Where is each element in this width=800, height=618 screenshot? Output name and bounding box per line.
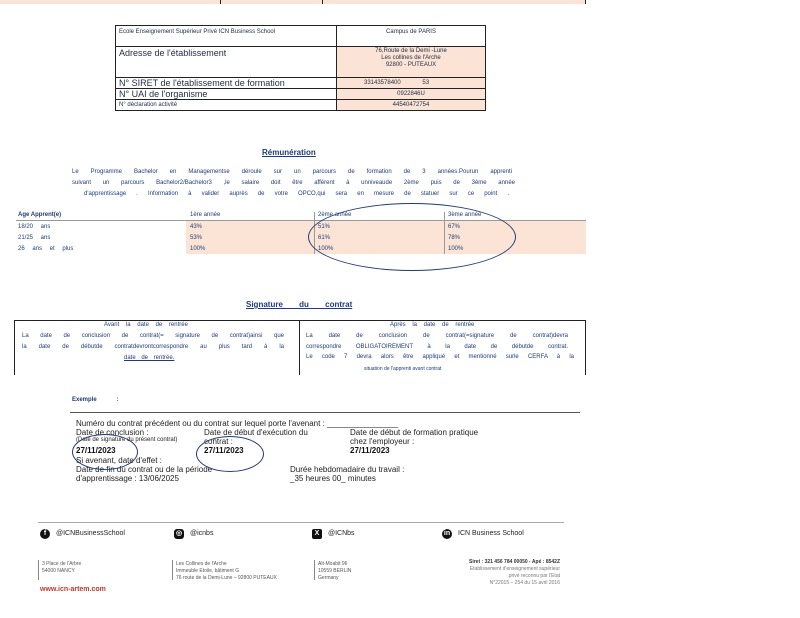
footer-social-facebook[interactable]: @ICNBusinessSchool <box>56 530 125 537</box>
exemple-avenant: Si avenant, date d'effet : <box>76 456 162 465</box>
salary-row-1-y3: 78% <box>448 235 461 241</box>
signature-left-border <box>14 320 15 375</box>
salary-row-0-age: 18/20 ans <box>18 224 51 230</box>
signature-right-line1: La date de conclusion de contrat(=signature de contrat)devra <box>306 333 568 339</box>
exemple-duree-value: _35 heures 00_ minutes <box>290 474 376 483</box>
footer-social-linkedin[interactable]: ICN Business School <box>458 530 524 537</box>
salary-row-1-y2: 61% <box>318 235 331 241</box>
exemple-circle-conclusion <box>72 434 138 470</box>
exemple-circle-execution <box>196 436 264 472</box>
etab-declaration-label-cell <box>115 99 337 111</box>
top-table-divider <box>585 0 586 4</box>
signature-title <box>246 300 352 309</box>
salary-header-y3: 3ème année <box>448 212 482 218</box>
footer-legal-line1: Siret : 321 456 784 00050 - Apé : 8542Z <box>469 559 560 565</box>
exemple-date-formation-label2: chez l'employeur : <box>350 437 415 446</box>
exemple-date-execution-label2: contrat : <box>204 437 233 446</box>
footer-addr-divider <box>38 560 39 580</box>
etab-address-value-cell <box>336 46 486 78</box>
instagram-icon[interactable]: ◎ <box>175 530 183 537</box>
exemple-date-fin-label: Date de fin du contrat ou de la période <box>76 465 213 474</box>
exemple-date-formation-label: Date de début de formation pratique <box>350 428 479 437</box>
footer-legal-line4: N°22015 – 254 du 15 avril 2016 <box>489 580 560 586</box>
facebook-icon[interactable]: f <box>40 529 50 539</box>
signature-right-line3: Le code 7 devra alors être appliqué et mentionné surle CERFA à la <box>306 354 574 360</box>
signature-right-line4: situation de l'apprenti avant contrat <box>364 366 442 372</box>
salary-row-2-y3: 100% <box>448 246 464 252</box>
salary-row-2-y1: 100% <box>190 246 206 252</box>
etab-siret-label: N° SIRET de l'établissement de formation <box>119 78 285 88</box>
salary-header-y2: 2ème année <box>318 212 352 218</box>
exemple-top-rule <box>70 412 580 413</box>
salary-header-y1: 1ère année <box>190 212 221 218</box>
salary-row-0-y1: 43% <box>190 224 203 230</box>
signature-left-line1: La date de conclusion de contrat(= signature de contrat)ainsi que <box>22 333 284 339</box>
exemple-date-conclusion-sub: (Date de signature du présent contrat) <box>76 437 178 443</box>
etab-address-line3: 92800 - PUTEAUX <box>385 62 437 68</box>
footer-addr1-line2: 54000 NANCY <box>42 568 75 574</box>
exemple-date-execution-label: Date de début d'exécution du <box>204 428 308 437</box>
etab-declaration-label: N° déclaration activité <box>119 102 178 108</box>
etab-address-label: Adresse de l'établissement <box>119 48 227 58</box>
footer-addr3-line3: Germany <box>318 575 339 581</box>
etab-declaration-value-cell <box>336 99 486 111</box>
exemple-date-conclusion-value: 27/11/2023 <box>76 446 116 455</box>
footer-addr2-line3: 76 route de la Demi-Lune – 92800 PUTEAUX <box>176 575 277 581</box>
exemple-date-formation-value: 27/11/2023 <box>350 446 390 455</box>
x-icon[interactable]: X <box>312 529 322 539</box>
salary-row-2-age: 26 ans et plus <box>18 246 74 252</box>
etab-siret-value: 33143578400 <box>364 80 401 86</box>
footer-addr1-line1: 3 Place de l'Arbre <box>42 561 82 567</box>
salary-row-2-y2: 100% <box>318 246 334 252</box>
footer-addr-divider <box>314 560 315 580</box>
top-table-divider <box>322 0 323 4</box>
etab-siret-suffix: 53 <box>422 80 430 86</box>
footer-legal-line2: Etablissement d'enseignement supérieur <box>469 566 560 572</box>
footer-social-x[interactable]: @ICNbs <box>328 530 355 537</box>
footer-addr2-line2: Immeuble Etoile, bâtiment G <box>176 568 240 574</box>
footer-addr3-line2: 10559 BERLIN <box>318 568 352 574</box>
signature-top-rule <box>14 320 586 321</box>
etab-address-line1: 76,Route de la Demi -Lune <box>375 48 447 54</box>
remuneration-line3: d'apprentissage . Information à valider auprès de votre OPCO,qui sera en mesure de statuer sur ce point . <box>84 191 509 197</box>
signature-title-text: Signature du contrat <box>246 300 353 309</box>
etab-campus-cell <box>336 25 486 47</box>
exemple-duree: Durée hebdomadaire du travail : <box>290 465 405 474</box>
salary-header-age: Age Apprent(e) <box>18 212 62 218</box>
signature-right-title: Après la date de rentrée <box>390 322 475 328</box>
exemple-date-conclusion-label: Date de conclusion : <box>76 428 149 437</box>
etab-campus: Campus de PARIS <box>386 29 436 35</box>
footer-website[interactable]: www.icn-artem.com <box>40 586 106 593</box>
remuneration-line2: suivant un parcours Bachelor2/Bachelor3 ,le salaire doit être afférent à unniveaude 2ème puis de 3ème année <box>72 180 515 186</box>
remuneration-line1: Le Programme Bachelor en Managementse déroule sur un parcours de formation de 3 années.Pourun apprenti <box>72 169 512 175</box>
signature-right-line2: correspondre OBLIGATOIREMENT à la date de débutde contrat. <box>306 344 568 350</box>
footer-addr-divider <box>172 560 173 580</box>
etab-name: Ecole Enseignement Supérieur Privé ICN Business School <box>119 29 276 35</box>
top-table-strip <box>0 0 585 4</box>
etab-address-label-cell <box>115 46 337 78</box>
etab-uai-label: N° UAI de l'organisme <box>119 89 208 99</box>
salary-row-0-y3: 67% <box>448 224 461 230</box>
remuneration-title <box>262 148 316 157</box>
top-table-divider <box>220 0 221 4</box>
linkedin-icon[interactable]: in <box>443 530 451 537</box>
etab-declaration-value: 44540472754 <box>392 102 430 108</box>
signature-right-border <box>585 320 586 375</box>
footer-rule <box>38 522 564 523</box>
signature-mid-border <box>299 320 300 375</box>
exemple-label: Exemple : <box>72 397 119 403</box>
exemple-numero: Numéro du contrat précédent ou du contrat sur lequel porte l'avenant : ________________ <box>76 419 399 428</box>
salary-row-1-y1: 53% <box>190 235 203 241</box>
footer-social-instagram[interactable]: @icnbs <box>190 530 214 537</box>
footer-addr2-line1: Les Collines de l'Arche <box>176 561 227 567</box>
remuneration-title-text: Rémunération <box>262 148 316 157</box>
signature-left-line3: date de rentrée. <box>124 355 175 361</box>
etab-name-cell <box>115 25 337 47</box>
signature-left-title: Avant la date de rentrée <box>104 322 188 328</box>
salary-highlight-ellipse <box>308 203 516 271</box>
footer-legal-line3: privé reconnu par l'Etat <box>508 573 560 579</box>
footer-addr3-line1: Alt-Moabit 96 <box>318 561 348 567</box>
salary-row-1-age: 21/25 ans <box>18 235 51 241</box>
etab-address-line2: Les collines de l'Arche <box>381 55 441 61</box>
signature-left-line2: la date de débutde contratdevrontcorrespondre au plus tard à la <box>22 344 284 350</box>
exemple-date-fin-label2: d'apprentissage : 13/06/2025 <box>76 474 179 483</box>
salary-row-0-y2: 51% <box>318 224 331 230</box>
exemple-date-execution-value: 27/11/2023 <box>204 446 244 455</box>
etab-uai-value: 0922846U <box>397 91 425 97</box>
